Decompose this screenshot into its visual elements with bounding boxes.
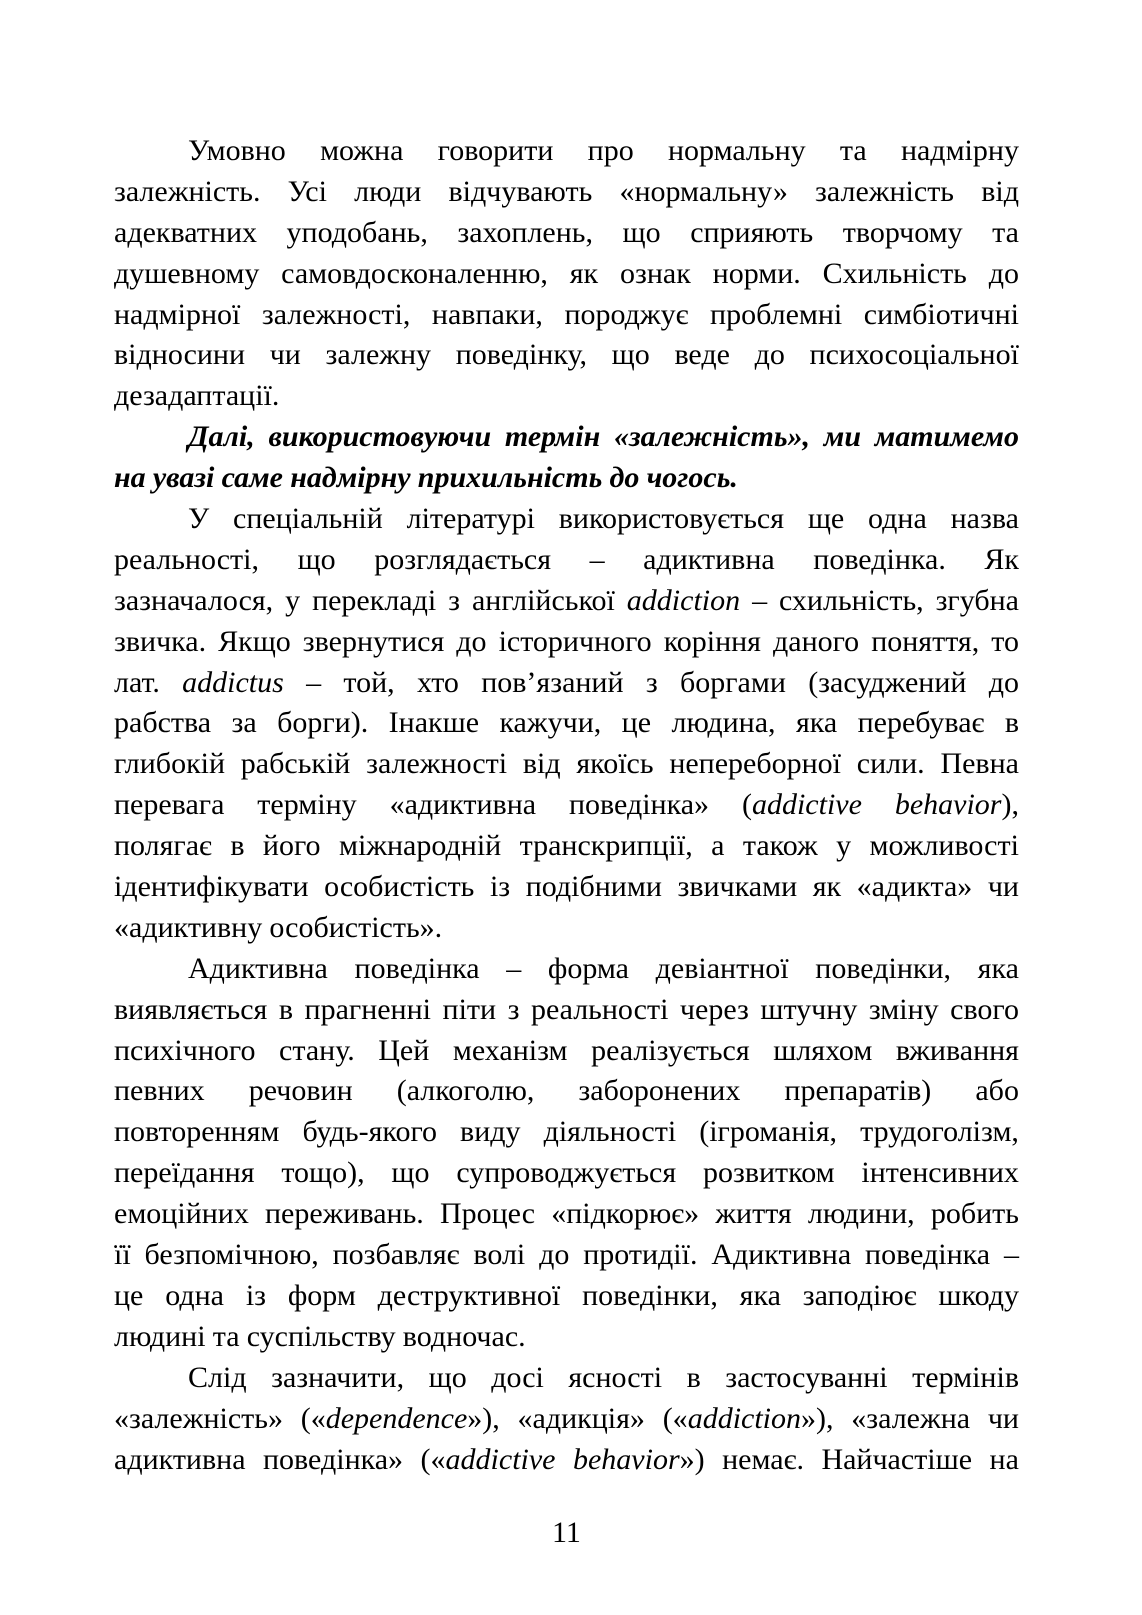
word: немає. bbox=[722, 1442, 804, 1476]
word: – bbox=[752, 583, 768, 617]
word: Процес bbox=[439, 1197, 536, 1231]
word: матимемо bbox=[874, 420, 1019, 454]
word: транскрипції, bbox=[519, 829, 693, 863]
word: «підкорює» bbox=[551, 1197, 700, 1231]
word: уподобань, bbox=[286, 215, 428, 249]
word: поведінка bbox=[865, 1238, 991, 1272]
word: із bbox=[489, 870, 511, 904]
word: стану. bbox=[279, 1033, 355, 1067]
text-line bbox=[114, 213, 1019, 254]
word: Як bbox=[984, 542, 1019, 576]
word: відчувають bbox=[448, 174, 593, 208]
word: поведінка» bbox=[568, 788, 710, 822]
text-line bbox=[114, 703, 1019, 744]
word: як bbox=[569, 256, 599, 290]
text-line bbox=[114, 1276, 1019, 1317]
word: захоплень, bbox=[457, 215, 593, 249]
word: суспільству bbox=[246, 1319, 396, 1353]
word: творчому bbox=[842, 215, 963, 249]
word: адекватних bbox=[114, 215, 257, 249]
text-line bbox=[114, 335, 1019, 376]
text-line bbox=[114, 254, 1019, 295]
word: подібними bbox=[525, 870, 662, 904]
word: самовдосконаленню, bbox=[281, 256, 548, 290]
text-line bbox=[114, 949, 1019, 990]
word: переживань. bbox=[265, 1197, 424, 1231]
word: дезадаптації. bbox=[114, 379, 280, 413]
word: його bbox=[262, 829, 321, 863]
word: душевному bbox=[114, 256, 260, 290]
word: переїдання bbox=[114, 1156, 255, 1190]
word: залежну bbox=[325, 338, 432, 372]
text-line bbox=[114, 867, 1019, 908]
word: перекладі bbox=[312, 583, 437, 617]
text-line bbox=[114, 295, 1019, 336]
word: У bbox=[188, 502, 210, 536]
word: та bbox=[839, 134, 867, 167]
word: надмірної bbox=[114, 297, 241, 331]
word: через bbox=[679, 992, 749, 1026]
word: Адиктивна bbox=[711, 1238, 852, 1272]
word: надмірну bbox=[900, 134, 1019, 167]
word: пов’язаний bbox=[481, 665, 624, 699]
word: непереборної bbox=[669, 747, 842, 781]
word: що bbox=[428, 1360, 467, 1394]
word: піти bbox=[442, 992, 497, 1026]
paragraph bbox=[114, 417, 1019, 499]
word: англійської bbox=[471, 583, 615, 617]
word: Адиктивна bbox=[188, 951, 328, 985]
word: Найчастіше bbox=[821, 1442, 973, 1476]
word: ми bbox=[823, 420, 862, 454]
word: «адиктивна bbox=[389, 788, 537, 822]
text-line bbox=[114, 1440, 1019, 1481]
word: поведінки, bbox=[815, 951, 952, 985]
word: спеціальній bbox=[233, 502, 383, 536]
word: полягає bbox=[114, 829, 212, 863]
word: даного bbox=[772, 624, 860, 658]
paragraph bbox=[114, 1358, 1019, 1481]
word: її bbox=[114, 1238, 131, 1272]
word: заборонених bbox=[578, 1074, 741, 1108]
text-line bbox=[114, 458, 1019, 499]
word: поведінки, bbox=[582, 1278, 718, 1312]
word: безпомічною, bbox=[144, 1238, 319, 1272]
word: говорити bbox=[437, 134, 554, 167]
word: до bbox=[609, 461, 640, 495]
word: addiction bbox=[626, 583, 741, 617]
word: – bbox=[589, 542, 605, 576]
word: звичка. bbox=[114, 624, 207, 658]
word: ознак bbox=[619, 256, 691, 290]
word: Інакше bbox=[388, 706, 480, 740]
word: норми. bbox=[712, 256, 801, 290]
word: певних bbox=[114, 1074, 205, 1108]
word: увазі bbox=[152, 461, 215, 495]
word: залежності bbox=[366, 747, 508, 781]
word: поведінку, bbox=[455, 338, 587, 372]
text-line bbox=[114, 1317, 1019, 1358]
word: надмірну bbox=[290, 461, 411, 495]
text-line bbox=[114, 663, 1019, 704]
text-line bbox=[114, 826, 1019, 867]
word: чогось. bbox=[646, 461, 738, 495]
word: коріння bbox=[663, 624, 761, 658]
text-line bbox=[114, 908, 1019, 949]
word: той, bbox=[343, 665, 395, 699]
word: розвитком bbox=[702, 1156, 835, 1190]
word: борги). bbox=[277, 706, 369, 740]
word: згубна bbox=[935, 583, 1019, 617]
word: одна bbox=[868, 502, 927, 536]
word: трудоголізм, bbox=[860, 1115, 1019, 1149]
text-line bbox=[114, 1031, 1019, 1072]
word: схильність, bbox=[779, 583, 924, 617]
word: це bbox=[114, 1278, 144, 1312]
word: з bbox=[507, 992, 520, 1026]
word: людини, bbox=[807, 1197, 915, 1231]
word: назва bbox=[950, 502, 1019, 536]
word: розглядається bbox=[374, 542, 552, 576]
text-line bbox=[114, 1071, 1019, 1112]
word: (addictive bbox=[741, 788, 862, 822]
word: реальності, bbox=[114, 542, 259, 576]
word: це bbox=[621, 706, 652, 740]
word: сприяють bbox=[690, 215, 814, 249]
word: звичками bbox=[677, 870, 798, 904]
word: до bbox=[539, 1238, 570, 1272]
paragraph bbox=[114, 499, 1019, 949]
word: Далі, bbox=[188, 420, 255, 454]
word: «адиктивну bbox=[114, 910, 263, 944]
word: рабській bbox=[240, 747, 351, 781]
word: життя bbox=[715, 1197, 792, 1231]
word: психічного bbox=[114, 1033, 256, 1067]
word: психосоціальної bbox=[809, 338, 1019, 372]
word: можна bbox=[320, 134, 404, 167]
word: адиктивна bbox=[643, 542, 775, 576]
word: вживання bbox=[895, 1033, 1019, 1067]
word: виявляється bbox=[114, 992, 268, 1026]
text-line bbox=[114, 990, 1019, 1031]
word: історичного bbox=[498, 624, 652, 658]
word: як bbox=[812, 870, 842, 904]
text-line bbox=[114, 785, 1019, 826]
word: емоційних bbox=[114, 1197, 249, 1231]
word: («addiction»), bbox=[662, 1401, 834, 1435]
word: чи bbox=[987, 870, 1019, 904]
word: поняття, bbox=[871, 624, 980, 658]
word: поведінка. bbox=[813, 542, 946, 576]
text-line bbox=[114, 417, 1019, 458]
word: лат. bbox=[114, 665, 160, 699]
word: супроводжується bbox=[456, 1156, 677, 1190]
word: ще bbox=[807, 502, 845, 536]
word: залежності, bbox=[261, 297, 411, 331]
text-line bbox=[114, 622, 1019, 663]
word: особистість». bbox=[269, 910, 443, 944]
word: якоїсь bbox=[576, 747, 654, 781]
word: використовуючи bbox=[268, 420, 492, 454]
word: заподіює bbox=[802, 1278, 917, 1312]
word: позбавляє bbox=[332, 1238, 460, 1272]
word: інтенсивних bbox=[861, 1156, 1019, 1190]
word: перевага bbox=[114, 788, 225, 822]
word: речовин bbox=[248, 1074, 353, 1108]
word: проблемні bbox=[710, 297, 843, 331]
word: чи bbox=[269, 338, 301, 372]
word: реалізується bbox=[591, 1033, 750, 1067]
word: з bbox=[645, 665, 658, 699]
word: зазначити, bbox=[271, 1360, 405, 1394]
word: боргами bbox=[679, 665, 786, 699]
word: «адикта» bbox=[856, 870, 973, 904]
word: глибокій bbox=[114, 747, 226, 781]
text-line bbox=[114, 172, 1019, 213]
word: в bbox=[278, 992, 294, 1026]
word: в bbox=[230, 829, 245, 863]
word: одна bbox=[165, 1278, 224, 1312]
word: («addictive bbox=[420, 1442, 556, 1476]
word: із bbox=[245, 1278, 266, 1312]
word: звернутися bbox=[302, 624, 445, 658]
word: волі bbox=[473, 1238, 526, 1272]
word: – bbox=[1003, 1238, 1019, 1272]
word: behavior») bbox=[572, 1442, 705, 1476]
word: хто bbox=[416, 665, 459, 699]
paragraph bbox=[114, 131, 1019, 417]
word: відносини bbox=[114, 338, 246, 372]
word: яка bbox=[977, 951, 1019, 985]
text-line bbox=[114, 1112, 1019, 1153]
word: людина, bbox=[671, 706, 776, 740]
word: за bbox=[231, 706, 257, 740]
word: behavior), bbox=[894, 788, 1019, 822]
word: люди bbox=[354, 174, 422, 208]
paragraph bbox=[114, 949, 1019, 1358]
word: в bbox=[1004, 706, 1019, 740]
word: до bbox=[988, 665, 1019, 699]
word: літературі bbox=[406, 502, 535, 536]
word: Схильність bbox=[822, 256, 967, 290]
word: досі bbox=[491, 1360, 544, 1394]
word: будь-якого bbox=[302, 1115, 438, 1149]
word: повторенням bbox=[114, 1115, 280, 1149]
word: шляхом bbox=[773, 1033, 873, 1067]
word: («dependence»), bbox=[300, 1401, 500, 1435]
word: – bbox=[506, 951, 522, 985]
word: застосуванні bbox=[725, 1360, 888, 1394]
word: «залежна bbox=[851, 1401, 971, 1435]
word: та bbox=[992, 215, 1019, 249]
word: також bbox=[742, 829, 818, 863]
word: рабства bbox=[114, 706, 212, 740]
word: ідентифікувати bbox=[114, 870, 309, 904]
word: від bbox=[981, 174, 1019, 208]
word: яка bbox=[795, 706, 838, 740]
text-line bbox=[114, 499, 1019, 540]
word: адиктивна bbox=[114, 1442, 246, 1476]
page-number: 11 bbox=[552, 1516, 581, 1549]
word: Якщо bbox=[218, 624, 291, 658]
word: зміну bbox=[868, 992, 939, 1026]
word: можливості bbox=[869, 829, 1019, 863]
word: до bbox=[456, 624, 487, 658]
word: а bbox=[711, 829, 725, 863]
word: міжнародній bbox=[338, 829, 502, 863]
word: терміну bbox=[257, 788, 357, 822]
text-line bbox=[114, 1235, 1019, 1276]
word: веде bbox=[674, 338, 730, 372]
word: що bbox=[622, 215, 661, 249]
word: прихильність bbox=[417, 461, 603, 495]
word: Усі bbox=[287, 174, 327, 208]
word: термінів bbox=[912, 1360, 1019, 1394]
word: про bbox=[587, 134, 634, 167]
word: «залежність» bbox=[114, 1401, 283, 1435]
word: що bbox=[391, 1156, 430, 1190]
word: Певна bbox=[940, 747, 1019, 781]
text-line bbox=[114, 131, 1019, 172]
word: то bbox=[991, 624, 1019, 658]
word: залежність. bbox=[114, 174, 261, 208]
word: що bbox=[297, 542, 336, 576]
word: свого bbox=[950, 992, 1019, 1026]
word: – bbox=[306, 665, 322, 699]
word: водночас. bbox=[402, 1319, 526, 1353]
word: «залежність», bbox=[613, 420, 811, 454]
word: реальності bbox=[530, 992, 669, 1026]
word: деструктивної bbox=[377, 1278, 561, 1312]
word: перебуває bbox=[857, 706, 985, 740]
word: особистість bbox=[324, 870, 475, 904]
word: форма bbox=[547, 951, 629, 985]
word: термін bbox=[504, 420, 601, 454]
word: сили. bbox=[856, 747, 925, 781]
word: шкоду bbox=[938, 1278, 1019, 1312]
word: зазначалося, bbox=[114, 583, 274, 617]
word: виду bbox=[460, 1115, 521, 1149]
word: залежність bbox=[815, 174, 954, 208]
word: та bbox=[212, 1319, 240, 1353]
word: від bbox=[522, 747, 561, 781]
word: препаратів) bbox=[784, 1074, 932, 1108]
word: тощо), bbox=[281, 1156, 365, 1190]
word: у bbox=[836, 829, 852, 863]
word: людині bbox=[114, 1319, 206, 1353]
word: штучну bbox=[760, 992, 858, 1026]
word: на bbox=[114, 461, 146, 495]
word: до bbox=[988, 256, 1019, 290]
text-line bbox=[114, 376, 1019, 417]
word: (засуджений bbox=[808, 665, 967, 699]
word: до bbox=[754, 338, 785, 372]
word: addictus bbox=[182, 665, 284, 699]
word: форм bbox=[287, 1278, 356, 1312]
text-line bbox=[114, 1399, 1019, 1440]
word: Слід bbox=[188, 1360, 247, 1394]
text-line bbox=[114, 1358, 1019, 1399]
word: з bbox=[448, 583, 461, 617]
word: протидії. bbox=[583, 1238, 698, 1272]
word: чи bbox=[987, 1401, 1019, 1435]
word: (ігроманія, bbox=[699, 1115, 838, 1149]
word: використовується bbox=[558, 502, 785, 536]
word: на bbox=[989, 1442, 1019, 1476]
word: девіантної bbox=[655, 951, 789, 985]
word: навпаки, bbox=[431, 297, 543, 331]
word: «нормальну» bbox=[619, 174, 788, 208]
word: що bbox=[611, 338, 650, 372]
word: прагненні bbox=[304, 992, 432, 1026]
word: або bbox=[975, 1074, 1019, 1108]
text-line bbox=[114, 744, 1019, 785]
text-line bbox=[114, 1153, 1019, 1194]
word: в bbox=[686, 1360, 701, 1394]
text-line bbox=[114, 581, 1019, 622]
word: «адикція» bbox=[517, 1401, 645, 1435]
text-line bbox=[114, 540, 1019, 581]
word: діяльності bbox=[543, 1115, 677, 1149]
word: кажучи, bbox=[499, 706, 602, 740]
word: ясності bbox=[568, 1360, 663, 1394]
word: поведінка bbox=[354, 951, 480, 985]
word: (алкоголю, bbox=[396, 1074, 535, 1108]
text-line bbox=[114, 1194, 1019, 1235]
word: породжує bbox=[564, 297, 689, 331]
text-block bbox=[114, 131, 1019, 1480]
word: механізм bbox=[452, 1033, 568, 1067]
word: Цей bbox=[378, 1033, 430, 1067]
word: нормальну bbox=[667, 134, 806, 167]
word: поведінка» bbox=[263, 1442, 404, 1476]
word: Умовно bbox=[188, 134, 286, 167]
word: саме bbox=[221, 461, 283, 495]
word: у bbox=[285, 583, 301, 617]
word: симбіотичні bbox=[863, 297, 1019, 331]
word: яка bbox=[739, 1278, 781, 1312]
word: робить bbox=[930, 1197, 1019, 1231]
